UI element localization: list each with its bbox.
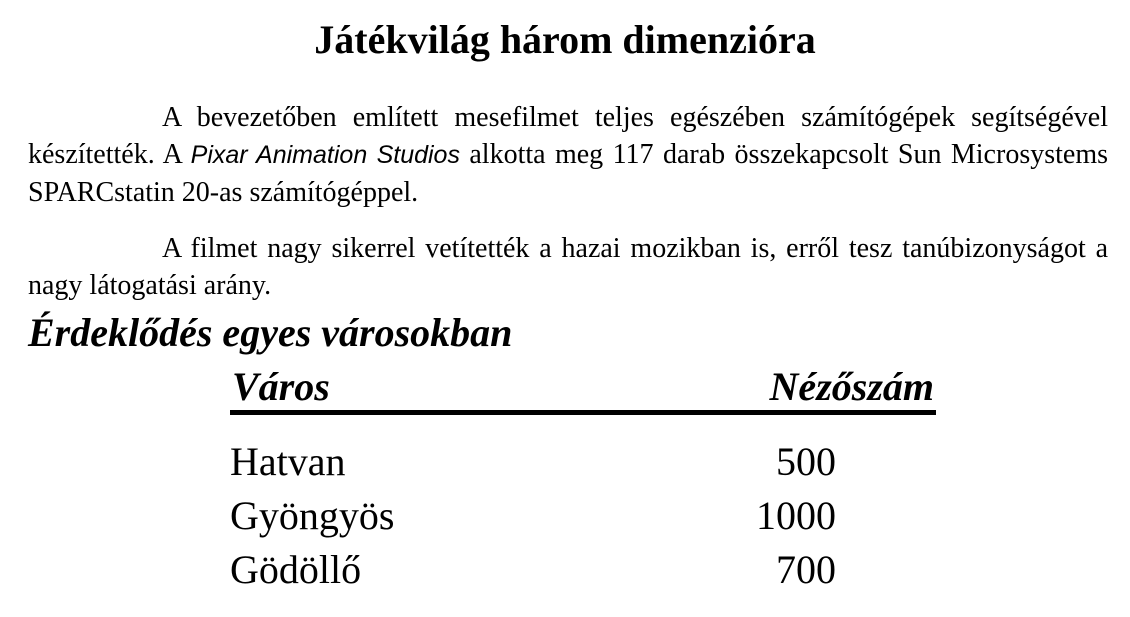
count-cell: 700 xyxy=(776,547,836,592)
count-column-header: Nézőszám xyxy=(769,364,934,409)
table-row xyxy=(230,435,936,489)
table-row xyxy=(230,543,936,597)
document-title: Játékvilág három dimenzióra xyxy=(314,17,816,62)
city-cell: Gödöllő xyxy=(230,547,362,592)
table-row xyxy=(230,489,936,543)
intro-paragraph-text-end: alkotta meg 117 darab összekapcsolt Sun Microsystems SPARCstatin 20-as számítógéppel. xyxy=(28,139,1108,208)
reception-paragraph: A filmet nagy sikerrel vetítették a hazai mozikban is, erről tesz tanúbizonyságot a nagy látogatási arány. xyxy=(28,233,1108,301)
city-column-header: Város xyxy=(232,364,330,409)
section-heading: Érdeklődés egyes városokban xyxy=(28,310,513,355)
city-cell: Gyöngyös xyxy=(230,493,395,538)
studio-name: Pixar Animation Studios xyxy=(190,141,460,169)
table-header xyxy=(230,362,936,412)
intro-paragraph-text-start: A bevezetőben említett mesefilmet teljes egészében számítógépek segítségével készítették. A xyxy=(28,102,1108,170)
count-cell: 1000 xyxy=(756,493,836,538)
intro-paragraph xyxy=(28,99,1108,211)
table-body xyxy=(230,435,936,597)
city-cell: Hatvan xyxy=(230,439,346,484)
viewers-table xyxy=(230,362,936,597)
count-cell: 500 xyxy=(776,439,836,484)
